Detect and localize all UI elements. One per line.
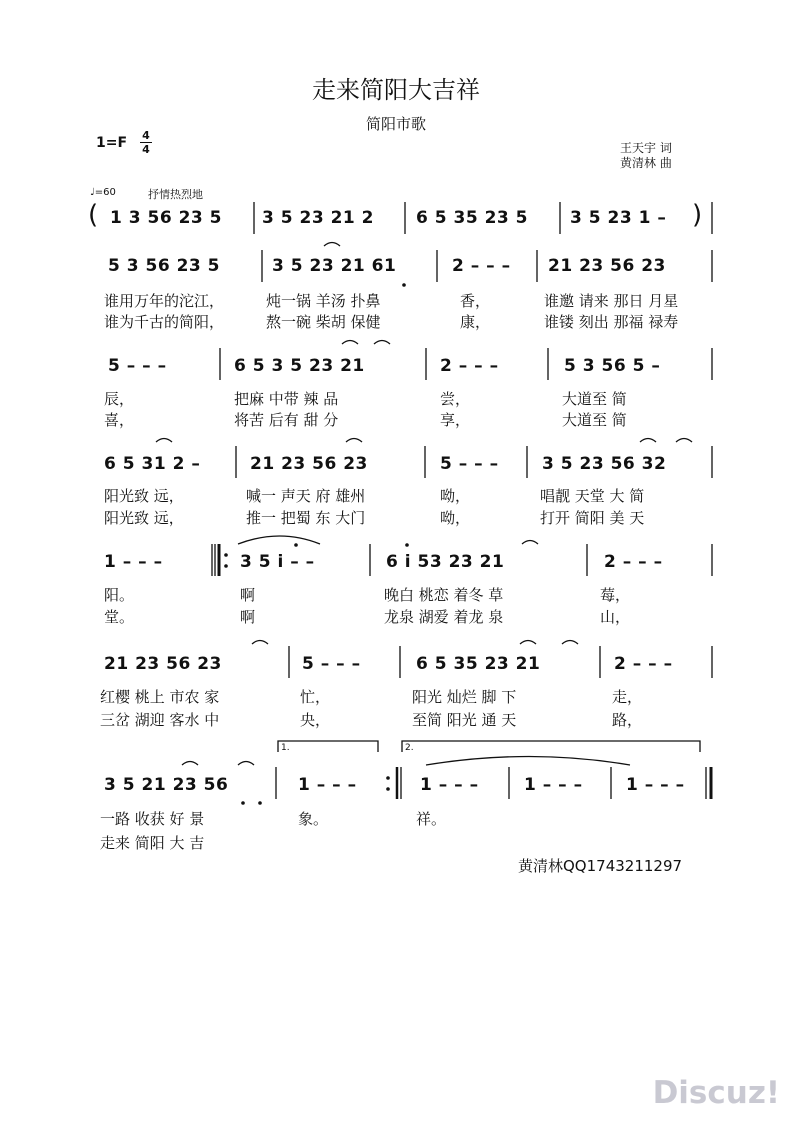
measure: 6 i 53 23 21 (386, 552, 505, 572)
expression-marking: 抒情热烈地 (148, 188, 203, 201)
octave-dot (294, 543, 298, 547)
lyric: 唱靓 天堂 大 简 (540, 487, 645, 505)
measure: 21 23 56 23 (104, 654, 222, 674)
lyric: 把麻 中带 辣 品 (234, 390, 339, 408)
octave-dot (258, 801, 262, 805)
lyric: 祥。 (416, 810, 447, 828)
lyric: 阳光致 远， (104, 487, 184, 505)
volta-2-label: 2. (405, 743, 414, 753)
slur (252, 641, 268, 645)
lyric: 谁邀 请来 那日 月星 (544, 292, 679, 310)
measure: 1 – – – (420, 775, 479, 795)
lyric: 阳。 (104, 586, 135, 604)
time-signature-bottom: 4 (142, 143, 150, 156)
lyric: 央， (300, 711, 331, 729)
lyric: 喜， (104, 411, 135, 429)
measure: 2 – – – (452, 256, 511, 276)
slur (520, 641, 536, 645)
lyric: 谁为千古的简阳， (104, 313, 225, 331)
lyric: 红樱 桃上 市农 家 (100, 688, 220, 706)
lyric: 炖一锅 羊汤 扑鼻 (266, 292, 381, 310)
octave-dot (405, 543, 409, 547)
measure: 5 – – – (302, 654, 361, 674)
measure: 2 – – – (604, 552, 663, 572)
lyric: 走， (612, 688, 643, 706)
lyric: 呦， (440, 487, 471, 505)
lyric: 阳光 灿烂 脚 下 (412, 688, 517, 706)
octave-dot (241, 801, 245, 805)
measure: 3 5 21 23 56 (104, 775, 229, 795)
measure: 6 5 35 23 21 (416, 654, 541, 674)
lyric: 堂。 (104, 608, 135, 626)
site-watermark: Discuz! (652, 1075, 780, 1111)
lyric: 熬一碗 柴胡 保健 (266, 313, 381, 331)
open-parenthesis: ( (88, 200, 99, 230)
lyric: 康， (460, 313, 491, 331)
measure: 3 5 23 1 – (570, 208, 667, 228)
measure: 3 5 23 21 2 (262, 208, 374, 228)
lyric: 呦， (440, 509, 471, 527)
key-signature: 1=F (96, 135, 128, 151)
composer-credit: 黄清林 曲 (620, 156, 672, 170)
repeat-dot (224, 564, 228, 568)
measure: 1 – – – (524, 775, 583, 795)
measure: 5 3 56 23 5 (108, 256, 220, 276)
slur (374, 341, 390, 345)
song-subtitle: 简阳市歌 (365, 115, 426, 133)
lyric: 打开 简阳 美 天 (540, 509, 645, 527)
lyric: 啊 (240, 608, 256, 626)
lyric: 阳光致 远， (104, 509, 184, 527)
octave-dot (402, 283, 406, 287)
lyric: 享， (440, 411, 471, 429)
measure: 1 – – – (626, 775, 685, 795)
measure: 5 3 56 5 – (564, 356, 661, 376)
lyric: 啊 (240, 586, 256, 604)
slur (238, 762, 254, 766)
slur (342, 341, 358, 345)
lyric: 忙， (300, 688, 331, 706)
volta-bracket (278, 741, 378, 752)
lyricist-credit: 王天宇 词 (620, 141, 672, 155)
lyric: 龙泉 湖爱 着龙 泉 (384, 608, 504, 626)
measure: 6 5 35 23 5 (416, 208, 528, 228)
slur (640, 439, 656, 443)
slur (522, 541, 538, 545)
measure: 21 23 56 23 (548, 256, 666, 276)
measure: 21 23 56 23 (250, 454, 368, 474)
lyric: 晚白 桃恋 着冬 草 (384, 586, 504, 604)
tempo-marking: ♩=60 (90, 187, 116, 198)
measure: 3 5 23 56 32 (542, 454, 667, 474)
lyric: 山， (600, 608, 631, 626)
slur (426, 757, 630, 766)
close-parenthesis: ) (692, 200, 703, 230)
lyric: 谁用万年的沱江， (104, 292, 225, 310)
slur (346, 439, 362, 443)
lyric: 象。 (298, 810, 329, 828)
measure: 2 – – – (440, 356, 499, 376)
slur (238, 536, 320, 544)
author-contact: 黄清林QQ1743211297 (518, 857, 683, 875)
lyric: 推一 把蜀 东 大门 (246, 509, 366, 527)
measure: 3 5 23 21 61 (272, 256, 397, 276)
slur (182, 762, 198, 766)
measure: 1 – – – (298, 775, 357, 795)
repeat-dot (386, 776, 390, 780)
slur (562, 641, 578, 645)
lyric: 一路 收获 好 景 (100, 810, 205, 828)
lyric: 至简 阳光 通 天 (412, 711, 517, 729)
lyric: 谁镂 刻出 那福 禄寿 (544, 313, 679, 331)
repeat-dot (386, 787, 390, 791)
lyric: 将苦 后有 甜 分 (234, 411, 339, 429)
lyric: 莓， (600, 586, 631, 604)
measure: 6 5 3 5 23 21 (234, 356, 365, 376)
slur (676, 439, 692, 443)
repeat-dot (224, 553, 228, 557)
song-title: 走来简阳大吉祥 (312, 76, 480, 104)
measure: 6 5 31 2 – (104, 454, 201, 474)
lyric: 大道至 简 (562, 411, 627, 429)
measure: 2 – – – (614, 654, 673, 674)
time-signature-top: 4 (142, 129, 150, 142)
measure: 1 – – – (104, 552, 163, 572)
slur (156, 439, 172, 443)
lyric: 路， (612, 711, 643, 729)
measure: 1 3 56 23 5 (110, 208, 222, 228)
measure: 5 – – – (108, 356, 167, 376)
volta-bracket (402, 741, 700, 752)
volta-1-label: 1. (281, 743, 290, 753)
lyric: 走来 简阳 大 吉 (100, 834, 205, 852)
measure: 5 – – – (440, 454, 499, 474)
slur (324, 243, 340, 247)
lyric: 大道至 简 (562, 390, 627, 408)
lyric: 尝， (440, 390, 471, 408)
measure: 3 5 i – – (240, 552, 315, 572)
lyric: 香， (460, 292, 491, 310)
lyric: 三岔 湖迎 客水 中 (100, 711, 220, 729)
lyric: 辰， (104, 390, 135, 408)
lyric: 喊一 声天 府 雄州 (246, 487, 366, 505)
